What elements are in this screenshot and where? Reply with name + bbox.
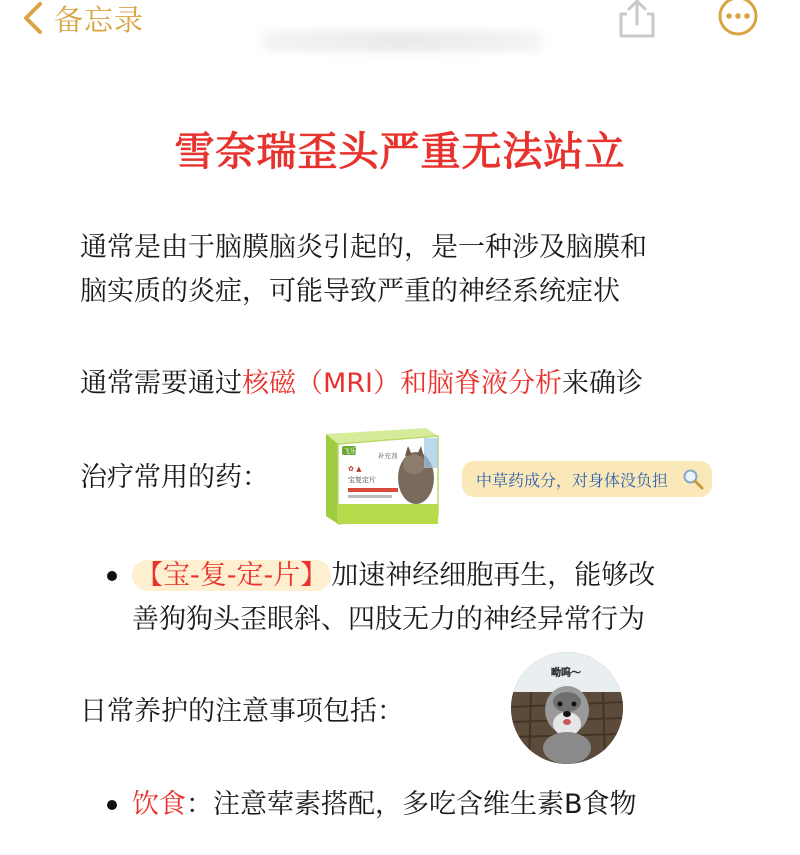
bullet-dot [107, 571, 117, 581]
diet-highlight: 饮食 [132, 789, 186, 820]
paragraph-cause [80, 226, 730, 314]
share-button[interactable] [616, 0, 658, 44]
treatment-label: 治疗常用的药： [80, 462, 269, 493]
more-icon [716, 0, 760, 40]
bullet-text: 加速神经细胞再生，能够改 [331, 560, 656, 591]
back-label: 备忘录 [54, 2, 145, 37]
herbal-note-text: 中草药成分，对身体没负担 [476, 470, 669, 490]
product-brand: 飞乐 [343, 447, 357, 455]
bullet-line: 善狗狗头歪眼斜、四肢无力的神经异常行为 [132, 604, 645, 635]
paragraph-line: 脑实质的炎症，可能导致严重的神经系统症状 [80, 276, 620, 307]
medicine-name-highlight: 【宝-复-定-片】 [132, 560, 331, 591]
bullet-diet [132, 783, 772, 827]
herbal-note-pill [462, 461, 712, 497]
care-label: 日常养护的注意事项包括： [80, 696, 404, 727]
diagnosis-prefix: 通常需要通过 [80, 368, 242, 399]
product-box-image [320, 426, 442, 526]
schnauzer-photo [511, 652, 623, 764]
bullet-line [132, 554, 772, 598]
note-title: 雪奈瑞歪头严重无法站立 [174, 129, 626, 175]
chevron-left-icon [22, 1, 44, 35]
magnifier-icon [682, 468, 704, 490]
bullet-dot [107, 800, 117, 810]
back-button[interactable] [22, 0, 144, 36]
product-subtitle: 补充剂 [378, 452, 398, 460]
blurred-header [262, 30, 542, 52]
svg-text:✿ ▲: ✿ ▲ [348, 465, 362, 473]
diagnosis-suffix: 来确诊 [562, 368, 644, 399]
product-name: 宝复定片 [348, 476, 376, 484]
more-button[interactable] [716, 0, 760, 44]
share-icon [616, 0, 658, 40]
diagnosis-highlight: 核磁（MRI）和脑脊液分析 [242, 368, 563, 399]
diet-text: ：注意荤素搭配，多吃含维生素B食物 [186, 789, 637, 820]
paragraph-line: 通常是由于脑膜脑炎引起的，是一种涉及脑膜和 [80, 232, 647, 263]
paragraph-diagnosis [80, 362, 730, 406]
nav-bar [0, 0, 800, 50]
bullet-medicine [132, 554, 772, 642]
dog-caption: 呦呜～ [551, 668, 581, 679]
